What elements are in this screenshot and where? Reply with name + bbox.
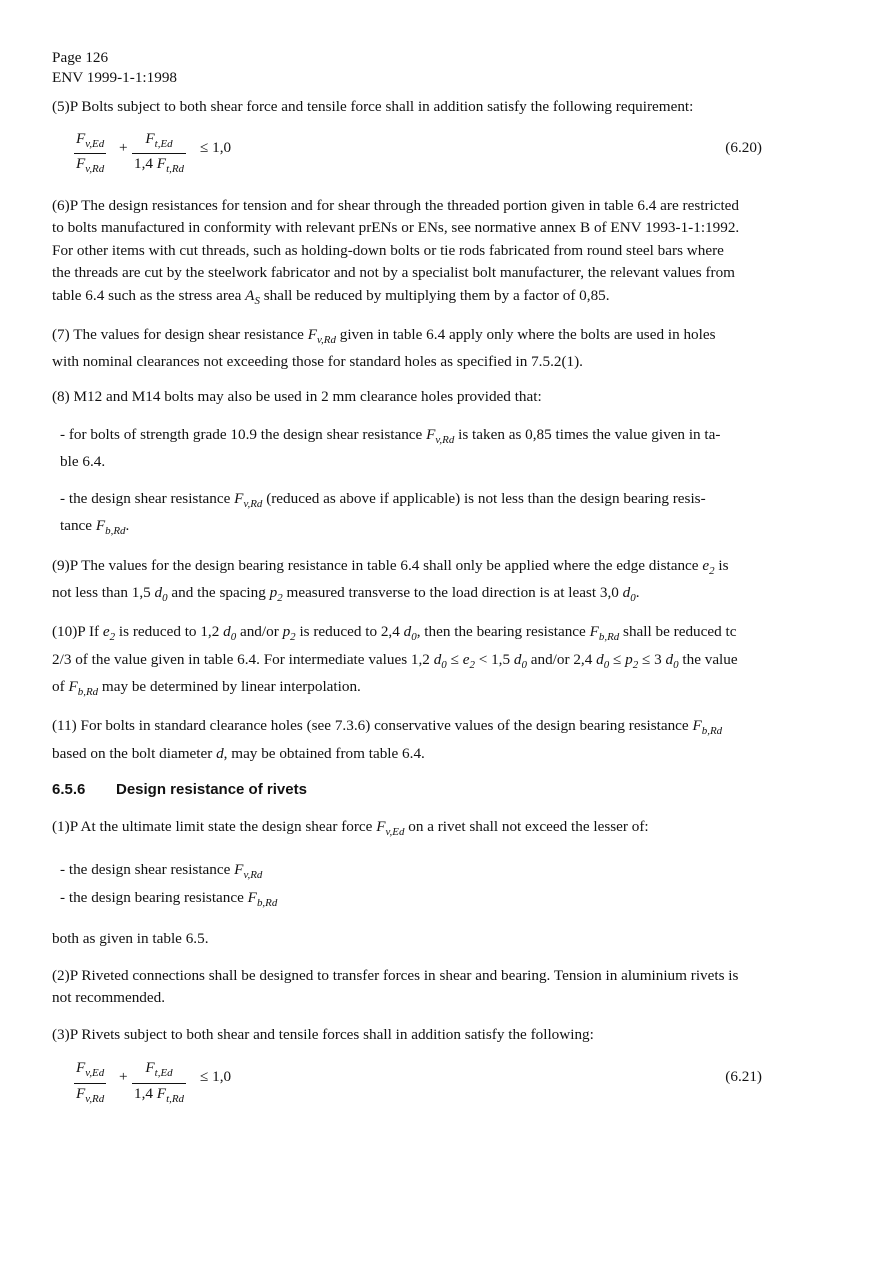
- equation-number: (6.21): [725, 1068, 762, 1086]
- clause-10: (10)P If $e_2$ is reduced to 1,2 $d_0$ and/or $p_2$ is reduced to 2,4 $d_0$, then the bearing resistance $F_{b,Rd}$ shall be reduced tc 2/3 of the value given in table 6.4. For intermediate values 1,2 $d_0 \le e_2 < 1,5$ $d_0$ and/or 2,4 $d_0 \le p_2 \le 3$ $d_0$ the value of $F_{b,Rd}$ may be determined by linear interpolation.: [52, 623, 738, 698]
- section-title: Design resistance of rivets: [116, 781, 307, 799]
- document-page: [52, 48, 812, 1114]
- equation-rhs: ≤ 1,0: [200, 138, 232, 156]
- clause-7: (7) The values for design shear resistance $F_{v,Rd}$ given in table 6.4 apply only where the bolts are used in holes with nominal clearances not exceeding those for standard holes as specified in 7.5.2(1).: [52, 325, 716, 371]
- fraction-tension: $\frac{F_{t,Ed}}{1,4 F_{t,Rd}}$: [134, 129, 184, 176]
- clause-8-item-a: - for bolts of strength grade 10.9 the design shear resistance $F_{v,Rd}$ is taken as 0,85 times the value given in ta- ble 6.4.: [60, 426, 721, 471]
- clause-8: (8) M12 and M14 bolts may also be used in 2 mm clearance holes provided that:: [52, 387, 542, 405]
- section-heading: [52, 781, 812, 798]
- equation-6-20: [52, 129, 812, 185]
- plus-sign: +: [119, 1068, 128, 1086]
- equation-number: (6.20): [725, 138, 762, 156]
- rivet-clause-1: (1)P At the ultimate limit state the design shear force $F_{v,Ed}$ on a rivet shall not exceed the lesser of:: [52, 818, 649, 838]
- rivet-clause-3: (3)P Rivets subject to both shear and tensile forces shall in addition satisfy the following:: [52, 1025, 594, 1043]
- fraction-tension: $\frac{F_{t,Ed}}{1,4 F_{t,Rd}}$: [134, 1059, 184, 1105]
- equation-6-21: [52, 1058, 812, 1114]
- clause-8-item-b: - the design shear resistance $F_{v,Rd}$ (reduced as above if applicable) is not less than the design bearing resis- tance $F_{b,Rd}$.: [60, 489, 706, 538]
- rivet-clause-2: (2)P Riveted connections shall be designed to transfer forces in shear and bearing. Tension in aluminium rivets is not recommended.: [52, 966, 739, 1007]
- plus-sign: +: [119, 138, 128, 156]
- fraction-shear: $\frac{F_{v,Ed}}{F_{v,Rd}}$: [76, 1059, 105, 1105]
- rivet-clause-1-note: both as given in table 6.5.: [52, 930, 209, 948]
- section-number: 6.5.6: [52, 781, 86, 799]
- fraction-shear: $\frac{F_{v,Ed}}{F_{v,Rd}}$: [76, 129, 105, 176]
- clause-5: (5)P Bolts subject to both shear force and tensile force shall in addition satisfy the following requirement:: [52, 98, 694, 115]
- rivet-clause-1-items: - the design shear resistance $F_{v,Rd}$ - the design bearing resistance $F_{b,Rd}$: [60, 861, 278, 909]
- document-id: ENV 1999-1-1:1998: [52, 69, 178, 86]
- clause-9: (9)P The values for the design bearing resistance in table 6.4 shall only be applied where the edge distance $e_2$ is not less than 1,5 $d_0$ and the spacing $p_2$ measured transverse to the load direction is at least 3,0 $d_0$.: [52, 556, 729, 604]
- page-number: Page 126: [52, 49, 109, 66]
- clause-6: (6)P The design resistances for tension and for shear through the threaded portion given in table 6.4 are restricted to bolts manufactured in conformity with relevant prENs or ENs, see normative annex B of ENV 1993-1-1:1992. For other items with cut threads, such as holding-down bolts or tie rods fabricated from round steel bars where the threads are cut by the steelwork fabricator and not by a specialist bolt manufacturer, the relevant values from table 6.4 such as the stress area $A_S$ shall be reduced by multiplying them by a factor of 0,85.: [52, 196, 740, 307]
- equation-rhs: ≤ 1,0: [200, 1068, 232, 1086]
- clause-11: (11) For bolts in standard clearance holes (see 7.3.6) conservative values of the design bearing resistance $F_{b,Rd}$ based on the bolt diameter d, may be obtained from table 6.4.: [52, 717, 723, 762]
